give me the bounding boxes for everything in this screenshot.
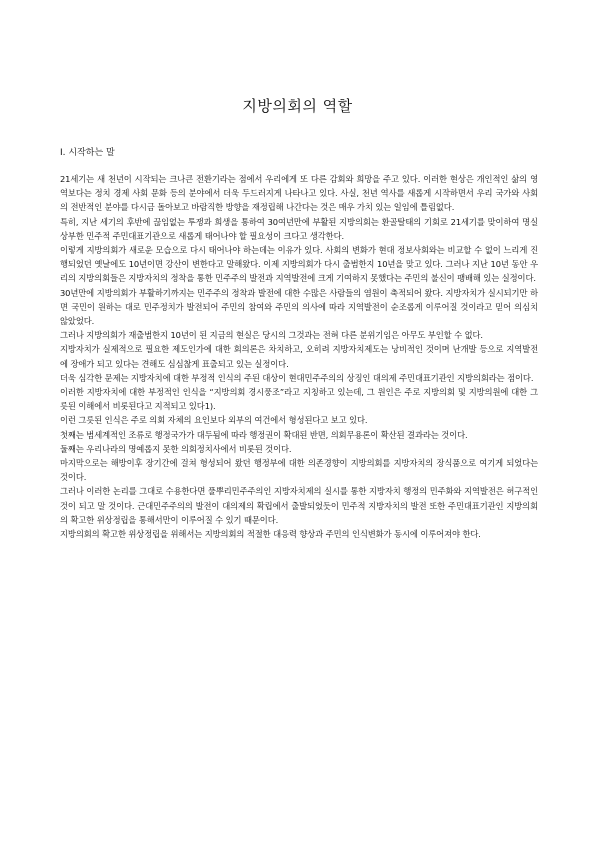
body-paragraph: 이런 그릇된 인식은 주로 의회 자체의 요인보다 외부의 여건에서 형성된다고 보고 있다. bbox=[60, 415, 368, 426]
document-title: 지방의회의 역할 bbox=[242, 97, 353, 115]
body-paragraph: 특히, 지난 세기의 후반에 끊임없는 투쟁과 희생을 통하여 30여년만에 부활된 지방의회는 환골탈태의 기회로 21세기를 맞이하여 명실상부한 민주적 주민대표기관으로 새롭게 태어나야 할 필요성이 크다고 생각한다. bbox=[60, 216, 538, 241]
body-paragraph: 그러나 지방의회가 재출범한지 10년이 된 지금의 현실은 당시의 그것과는 전혀 다른 분위기임은 아무도 부인할 수 없다. bbox=[60, 330, 483, 341]
section-heading: Ⅰ. 시작하는 말 bbox=[60, 148, 115, 158]
body-paragraph: 둘째는 우리나라의 명예롭지 못한 의회정치사에서 비롯된 것이다. bbox=[60, 443, 292, 454]
body-paragraph: 더욱 심각한 문제는 지방자치에 대한 부정적 인식의 주된 대상이 현대민주주의의 상징인 대의제 주민대표기관인 지방의회라는 점이다. bbox=[60, 372, 534, 383]
body-paragraph: 첫째는 범세계적인 조류로 행정국가가 대두됨에 따라 행정권이 확대된 반면, 의회무용론이 확산된 결과라는 것이다. bbox=[60, 429, 468, 440]
body-paragraph: 이러한 지방자치에 대한 부정적인 인식을 “지방의회 경시풍조”라고 지칭하고 있는데, 그 원인은 주로 지방의회 및 지방의원에 대한 그릇된 이해에서 비롯된다고 지적되고 있다1). bbox=[60, 387, 538, 412]
document-body bbox=[60, 172, 538, 541]
body-paragraph: 21세기는 새 천년이 시작되는 크나큰 전환기라는 점에서 우리에게 또 다른 감회와 희망을 주고 있다. 이러한 현상은 개인적인 삶의 영역보다는 정치 경제 사회 문화 등의 분야에서 더욱 두드러지게 나타나고 있다. 사실, 천년 역사를 새롭게 시작하면서 우리 국가와 사회의 전반적인 분야를 다시금 돌아보고 바람직한 방향을 재정립해 나간다는 것은 매우 가치 있는 일임에 틀림없다. bbox=[60, 174, 538, 213]
body-paragraph: 지방자치가 실제적으로 필요한 제도인가에 대한 회의론은 차치하고, 오히려 지방자치제도는 낭비적인 것이며 난개발 등으로 지역발전에 장애가 되고 있다는 견해도 심심찮게 표출되고 있는 실정이다. bbox=[60, 344, 538, 369]
body-paragraph: 이렇게 지방의회가 새로운 모습으로 다시 태어나야 하는데는 이유가 있다. 사회의 변화가 현대 정보사회와는 비교할 수 없이 느리게 진행되었던 옛날에도 10년이면 강산이 변한다고 말해왔다. 이제 지방의회가 다시 출범한지 10년을 맞고 있다. 그러나 지난 10년 동안 우리의 지방의회들은 지방자치의 정착을 통한 민주주의 발전과 지역발전에 크게 기여하지 못했다는 주민의 불신이 팽배해 있는 실정이다. bbox=[60, 245, 538, 284]
body-paragraph: 그러나 이러한 논리를 그대로 수용한다면 풀뿌리민주주의인 지방자치제의 실시를 통한 지방자치 행정의 민주화와 지역발전은 허구적인 것이 되고 말 것이다. 근대민주주의의 발전이 대의제의 확립에서 출발되었듯이 민주적 지방자치의 발전 또한 주민대표기관인 지방의회의 확고한 위상정립을 통해서만이 이루어질 수 있기 때문이다. bbox=[60, 486, 538, 525]
body-paragraph: 마지막으로는 해방이후 장기간에 걸쳐 형성되어 왔던 행정부에 대한 의존경향이 지방의회를 지방자치의 장식품으로 여기게 되었다는 것이다. bbox=[60, 458, 538, 483]
body-paragraph: 지방의회의 확고한 위상정립을 위해서는 지방의회의 적절한 대응력 향상과 주민의 인식변화가 동시에 이루어져야 한다. bbox=[60, 529, 481, 540]
body-paragraph: 30년만에 지방의회가 부활하기까지는 민주주의 정착과 발전에 대한 수많은 사람들의 염원이 축적되어 왔다. 지방자치가 실시되기만 하면 국민이 원하는 대로 민주정치가 발전되어 주민의 참여와 주민의 의사에 따라 지역발전이 순조롭게 이루어질 것이라고 믿어 의심치 않았었다. bbox=[60, 287, 538, 327]
